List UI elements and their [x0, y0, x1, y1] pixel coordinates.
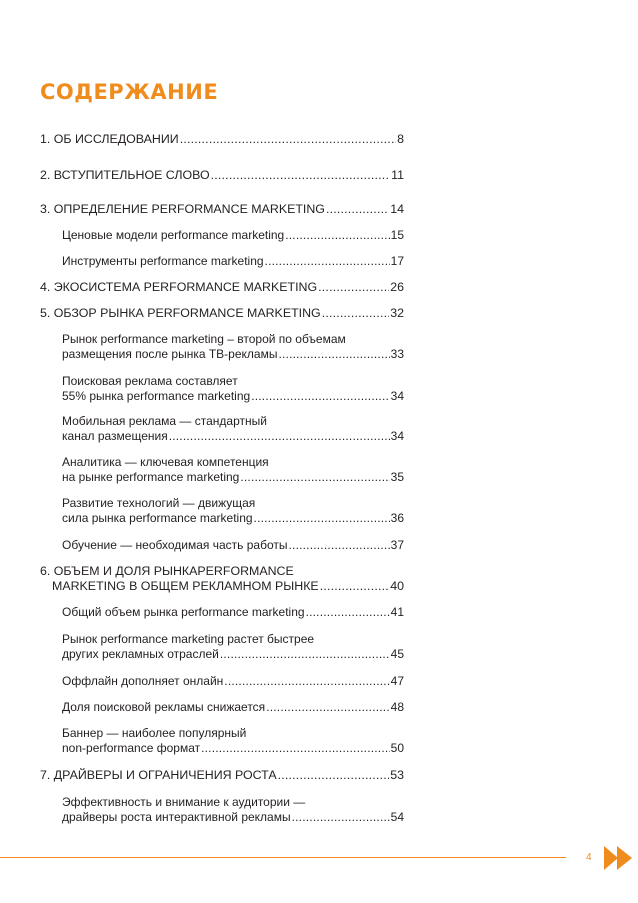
- dot-leader: [220, 647, 390, 662]
- toc-page-number: 14: [390, 202, 404, 216]
- dot-leader: [201, 741, 390, 756]
- toc-page-number: 35: [390, 470, 404, 484]
- toc-entry-title: Рынок performance marketing – второй по объемам: [62, 332, 346, 346]
- toc-entry[interactable]: [62, 228, 404, 243]
- toc-page-number: 36: [390, 511, 404, 525]
- toc-page-number: 48: [390, 700, 404, 714]
- toc-entry-title: 6. ОБЪЕМ И ДОЛЯ РЫНКАPERFORMANCE: [40, 564, 294, 578]
- dot-leader: [278, 768, 390, 783]
- toc-entry[interactable]: [62, 605, 404, 620]
- dot-leader: [240, 470, 389, 485]
- toc-entry-title: 7. ДРАЙВЕРЫ И ОГРАНИЧЕНИЯ РОСТА: [40, 768, 277, 782]
- toc-page-number: 11: [391, 168, 404, 182]
- toc-page-number: 17: [390, 254, 404, 268]
- toc-page-number: 15: [390, 228, 404, 242]
- dot-leader: [211, 168, 391, 183]
- toc-page-number: 41: [390, 605, 404, 619]
- dot-leader: [180, 132, 396, 147]
- dot-leader: [292, 810, 390, 825]
- toc-entry-title: Инструменты performance marketing: [62, 254, 264, 268]
- dot-leader: [254, 511, 390, 526]
- toc-page-number: 45: [390, 647, 404, 661]
- toc-entry[interactable]: [40, 202, 404, 217]
- toc-page-number: 32: [390, 306, 404, 320]
- dot-leader: [318, 280, 389, 295]
- toc-entry-title: MARKETING В ОБЩЕМ РЕКЛАМНОМ РЫНКЕ: [52, 579, 319, 593]
- toc-entry[interactable]: [62, 674, 404, 689]
- toc-entry[interactable]: [62, 414, 404, 444]
- toc-entry-title: 3. ОПРЕДЕЛЕНИЕ PERFORMANCE MARKETING: [40, 202, 325, 216]
- toc-entry-title: Ценовые модели performance marketing: [62, 228, 285, 242]
- toc-entry-title: Обучение — необходимая часть работы: [62, 538, 288, 552]
- dot-leader: [169, 429, 390, 444]
- toc-entry-title: Общий объем рынка performance marketing: [62, 605, 305, 619]
- dot-leader: [306, 605, 390, 620]
- toc-entry-title: Рынок performance marketing растет быстрее: [62, 632, 315, 646]
- toc-entry-title: Эффективность и внимание к аудитории —: [62, 795, 306, 809]
- dot-leader: [322, 306, 390, 321]
- toc-entry[interactable]: [62, 455, 404, 485]
- toc-entry[interactable]: [62, 374, 404, 404]
- toc-entry-title: 1. ОБ ИССЛЕДОВАНИИ: [40, 132, 179, 146]
- toc-entry-title: Оффлайн дополняет онлайн: [62, 674, 224, 688]
- toc-entry-title: 4. ЭКОСИСТЕМА PERFORMANCE MARKETING: [40, 280, 318, 294]
- dot-leader: [251, 389, 389, 404]
- page-title: СОДЕРЖАНИЕ: [40, 80, 219, 104]
- toc-entry-title: 5. ОБЗОР РЫНКА PERFORMANCE MARKETING: [40, 306, 321, 320]
- toc-entry[interactable]: [40, 280, 404, 295]
- toc-entry[interactable]: [40, 564, 404, 594]
- toc-entry-title: Поисковая реклама составляет: [62, 374, 238, 388]
- toc-entry[interactable]: [62, 332, 404, 362]
- dot-leader: [278, 347, 389, 362]
- page-number: 4: [586, 852, 592, 863]
- toc-entry-title: канал размещения: [62, 429, 168, 443]
- toc-entry[interactable]: [62, 726, 404, 756]
- dot-leader: [320, 579, 390, 594]
- toc-page-number: 40: [390, 579, 404, 593]
- dot-leader: [265, 254, 390, 269]
- toc-entry-title: Доля поисковой рекламы снижается: [62, 700, 266, 714]
- toc-entry-title: 2. ВСТУПИТЕЛЬНОЕ СЛОВО: [40, 168, 210, 182]
- toc-entry-title: Мобильная реклама — стандартный: [62, 414, 267, 428]
- toc-page-number: 54: [390, 810, 404, 824]
- toc-entry[interactable]: [40, 132, 404, 147]
- dot-leader: [326, 202, 389, 217]
- next-page-icon[interactable]: [604, 846, 634, 870]
- toc-entry[interactable]: [62, 254, 404, 269]
- toc-entry-title: 55% рынка performance marketing: [62, 389, 251, 403]
- toc-entry-title: Развитие технологий — движущая: [62, 496, 256, 510]
- toc-page-number: 34: [390, 389, 404, 403]
- toc-page-number: 26: [390, 280, 404, 294]
- toc-page-number: 50: [390, 741, 404, 755]
- toc-entry-title: драйверы роста интерактивной рекламы: [62, 810, 291, 824]
- toc-page-number: 37: [390, 538, 404, 552]
- footer-rule: [0, 857, 566, 858]
- toc-entry[interactable]: [62, 795, 404, 825]
- toc-entry-title: сила рынка performance marketing: [62, 511, 253, 525]
- toc-entry-title: Баннер — наиболее популярный: [62, 726, 247, 740]
- toc-entry[interactable]: [40, 768, 404, 783]
- toc-entry[interactable]: [62, 538, 404, 553]
- toc-entry[interactable]: [62, 632, 404, 662]
- toc-page-number: 53: [390, 768, 404, 782]
- toc-entry-title: размещения после рынка ТВ-рекламы: [62, 347, 278, 361]
- toc-entry-title: non-performance формат: [62, 741, 201, 755]
- dot-leader: [289, 538, 390, 553]
- toc-page-number: 33: [390, 347, 404, 361]
- toc-entry-title: других рекламных отраслей: [62, 647, 219, 661]
- toc-entry-title: Аналитика — ключевая компетенция: [62, 455, 269, 469]
- toc-page-number: 8: [397, 132, 404, 146]
- toc-entry[interactable]: [40, 306, 404, 321]
- toc-page-number: 34: [390, 429, 404, 443]
- dot-leader: [285, 228, 389, 243]
- toc-entry[interactable]: [62, 496, 404, 526]
- toc-entry[interactable]: [62, 700, 404, 715]
- toc-page-number: 47: [390, 674, 404, 688]
- dot-leader: [266, 700, 389, 715]
- toc-entry[interactable]: [40, 168, 404, 183]
- dot-leader: [224, 674, 389, 689]
- toc-entry-title: на рынке performance marketing: [62, 470, 240, 484]
